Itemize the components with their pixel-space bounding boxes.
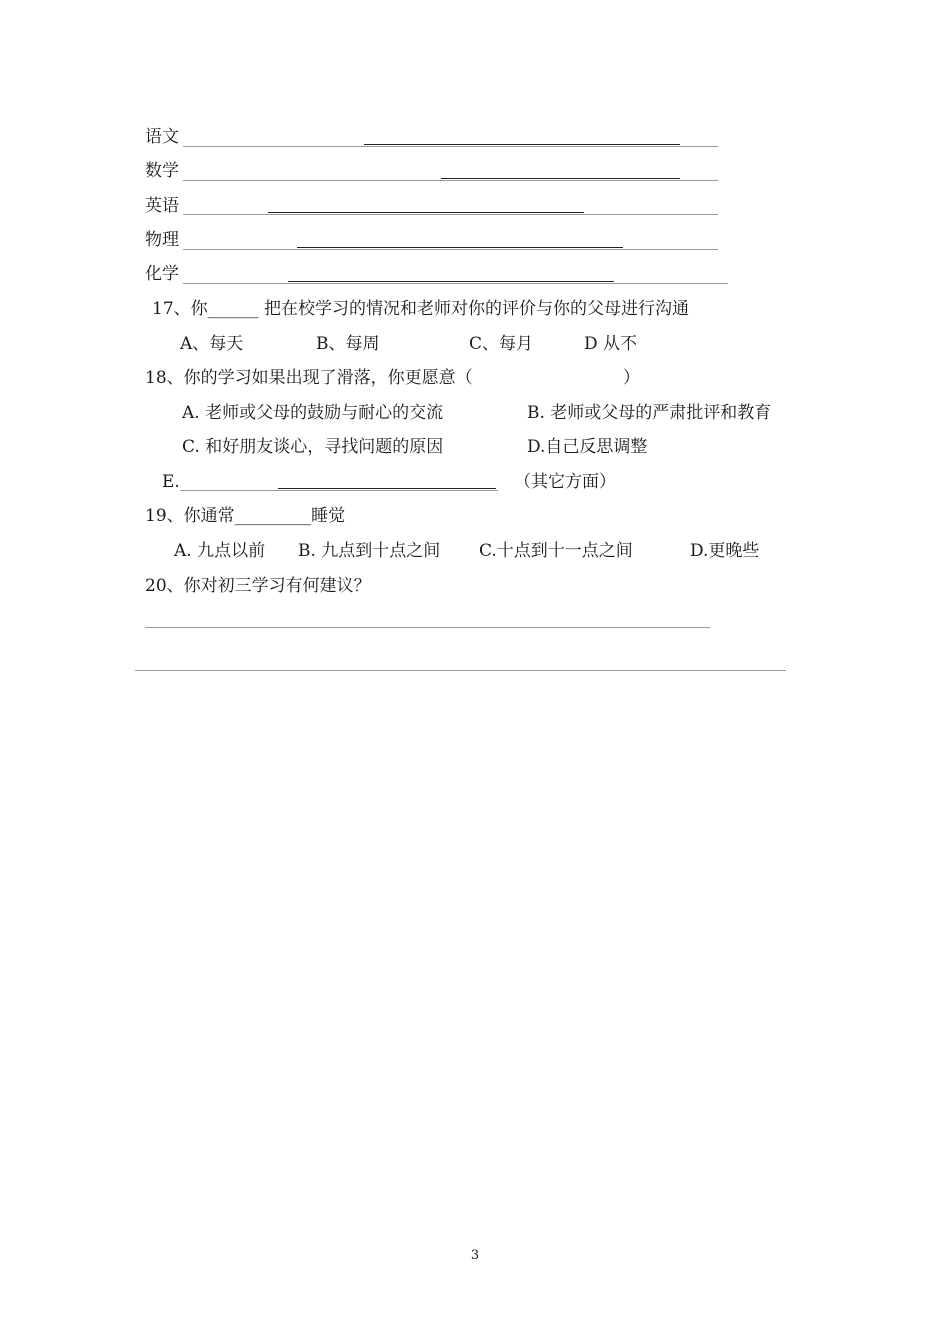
q19-option-b[interactable]: B. 九点到十点之间: [298, 541, 441, 561]
question-17-blank[interactable]: ______: [207, 299, 259, 319]
q18-option-b[interactable]: B. 老师或父母的严肃批评和教育: [527, 403, 772, 423]
answer-line[interactable]: [183, 283, 728, 284]
answer-line-emphasis: [268, 212, 584, 213]
answer-line[interactable]: [183, 249, 718, 250]
subject-label: 化学: [145, 264, 179, 284]
q20-answer-line-1[interactable]: [145, 627, 710, 628]
subject-label: 数学: [145, 161, 179, 181]
q18-option-e-prefix[interactable]: E.: [162, 472, 180, 492]
question-19: [145, 505, 345, 527]
question-18-text: 18、你的学习如果出现了滑落，你更愿意（: [145, 368, 473, 388]
q17-option-d[interactable]: D 从不: [584, 334, 638, 354]
question-19-suffix: 睡觉: [311, 506, 346, 526]
q17-option-b[interactable]: B、每周: [316, 334, 380, 354]
subject-label: 英语: [145, 196, 179, 216]
question-17-suffix: 把在校学习的情况和老师对你的评价与你的父母进行沟通: [258, 299, 690, 319]
question-17-prefix: 17、你: [152, 299, 208, 319]
answer-line-emphasis: [441, 178, 680, 179]
question-19-prefix: 19、你通常: [145, 506, 235, 526]
q18-option-c[interactable]: C. 和好朋友谈心，寻找问题的原因: [182, 437, 444, 457]
subject-label: 物理: [145, 230, 179, 250]
q18-other-answer-emphasis: [278, 488, 496, 489]
q17-option-c[interactable]: C、每月: [469, 334, 534, 354]
answer-line[interactable]: [183, 146, 718, 147]
q18-other-answer-line[interactable]: [180, 490, 498, 491]
q19-option-d[interactable]: D.更晚些: [690, 541, 760, 561]
q17-option-a[interactable]: A、每天: [180, 334, 244, 354]
answer-line[interactable]: [183, 214, 718, 215]
q18-option-a[interactable]: A. 老师或父母的鼓励与耐心的交流: [182, 403, 444, 423]
question-17: [152, 298, 689, 320]
question-19-blank[interactable]: _________: [234, 506, 312, 526]
q18-option-e-suffix: （其它方面）: [514, 472, 616, 492]
answer-line-emphasis: [364, 144, 680, 145]
q20-answer-line-2[interactable]: [135, 670, 786, 671]
answer-line[interactable]: [183, 180, 718, 181]
q18-option-d[interactable]: D.自己反思调整: [527, 437, 648, 457]
question-20-text: 20、你对初三学习有何建议？: [145, 576, 371, 596]
page-number: 3: [470, 1248, 480, 1263]
answer-line-emphasis: [288, 281, 614, 282]
subject-label: 语文: [145, 127, 179, 147]
q19-option-c[interactable]: C.十点到十一点之间: [479, 541, 633, 561]
q19-option-a[interactable]: A. 九点以前: [174, 541, 266, 561]
answer-line-emphasis: [297, 247, 623, 248]
question-18-close: ）: [623, 368, 640, 388]
